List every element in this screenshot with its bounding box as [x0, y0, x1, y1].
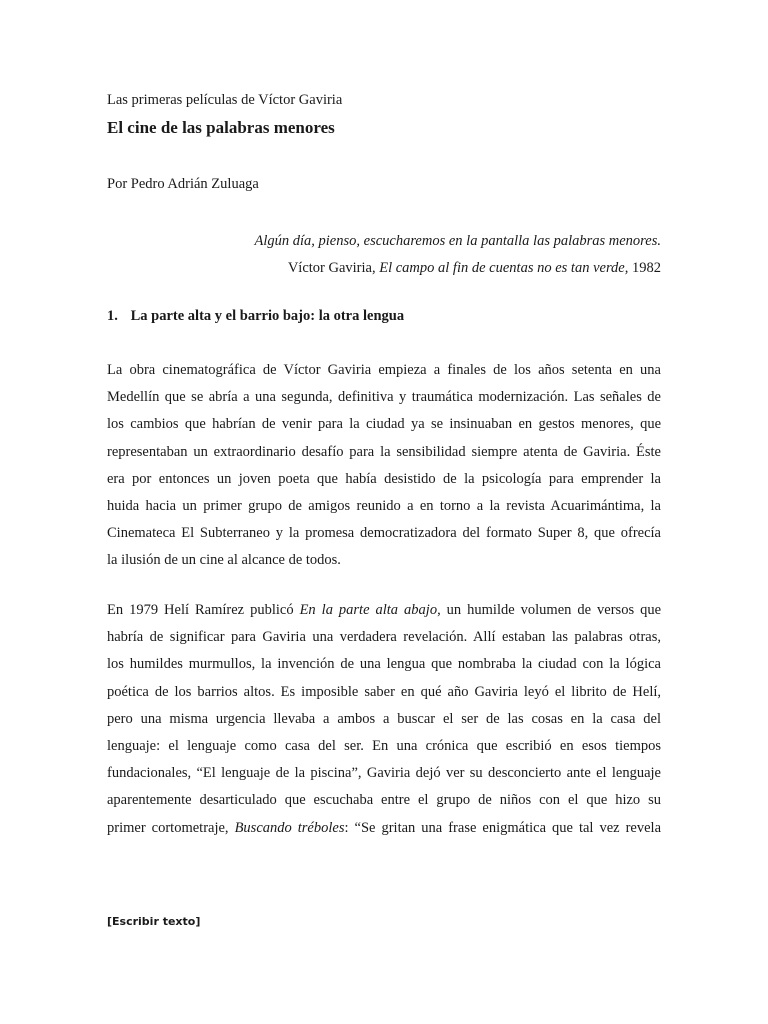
paragraph-line: los humildes murmullos, la invención de una lengua que nombraba la ciudad con la lógica	[107, 656, 661, 673]
byline: Por Pedro Adrián Zuluaga	[107, 176, 259, 192]
paragraph-line: La obra cinematográfica de Víctor Gaviria empieza a finales de los años setenta en una	[107, 362, 661, 378]
paragraph-line	[107, 597, 661, 624]
text-run: En 1979 Helí Ramírez publicó	[107, 602, 300, 618]
paragraph-line: huida hacia un primer grupo de amigos reunido a en torno a la revista Acuarimántima, la	[107, 498, 661, 515]
paragraph-line: aparentemente desarticulado que escuchaba entre el grupo de niños con el que hizo su	[107, 792, 661, 809]
paragraph-line: habría de significar para Gaviria una verdadera revelación. Allí estaban las palabras otras,	[107, 629, 661, 646]
paragraph-line: los cambios que habrían de venir para la ciudad ya se insinuaban en gestos menores, que	[107, 416, 661, 433]
paragraph-2	[107, 597, 661, 842]
paragraph-line: Cinemateca El Subterraneo y la promesa democratizadora del formato Super 8, que ofrecía	[107, 525, 661, 542]
epigraph-work: El campo al fin de cuentas no es tan verde,	[379, 260, 629, 276]
paragraph-line: pero una misma urgencia llevaba a ambos a buscar el ser de las cosas en la casa del	[107, 710, 661, 727]
epigraph-quote: Algún día, pienso, escucharemos en la pantalla las palabras menores.	[254, 233, 661, 249]
book-title: En la parte alta abajo	[299, 602, 438, 618]
film-title: Buscando tréboles	[234, 819, 345, 836]
paragraph-line: Medellín que se abría a una segunda, definitiva y traumática modernización. Las señales de	[107, 389, 661, 406]
supertitle: Las primeras películas de Víctor Gaviria	[107, 92, 343, 108]
paragraph-1	[107, 357, 661, 575]
epigraph-year: 1982	[632, 260, 661, 276]
page-title: El cine de las palabras menores	[107, 118, 335, 137]
paragraph-line: fundacionales, “El lenguaje de la piscina”, Gaviria dejó ver su desconcierto ante el lenguaje	[107, 765, 661, 782]
paragraph-line: era por entonces un joven poeta que había desistido de la psicología para emprender la	[107, 470, 661, 487]
paragraph-line: poética de los barrios altos. Es imposible saber en qué año Gaviria leyó el librito de Helí,	[107, 683, 661, 700]
paragraph-line: lenguaje: el lenguaje como casa del ser. En una crónica que escribió en esos tiempos	[107, 738, 661, 755]
footer-placeholder[interactable]: [Escribir texto]	[107, 915, 201, 928]
epigraph-attribution	[254, 255, 661, 282]
text-run: : “Se gritan una frase enigmática que tal vez revela	[344, 819, 662, 836]
section-number: 1.	[107, 308, 118, 324]
epigraph	[254, 228, 661, 282]
section-heading	[107, 307, 404, 325]
paragraph-line: representaban un extraordinario desafío para la sensibilidad siempre atenta de Gaviria. Éste	[107, 443, 661, 460]
paragraph-line	[107, 815, 661, 842]
section-title: La parte alta y el barrio bajo: la otra lengua	[130, 308, 405, 324]
text-run: primer cortometraje,	[107, 819, 235, 836]
epigraph-author: Víctor Gaviria,	[287, 260, 376, 276]
text-run: , un humilde volumen de versos que	[437, 602, 662, 618]
paragraph-line: la ilusión de un cine al alcance de todos.	[107, 552, 341, 569]
